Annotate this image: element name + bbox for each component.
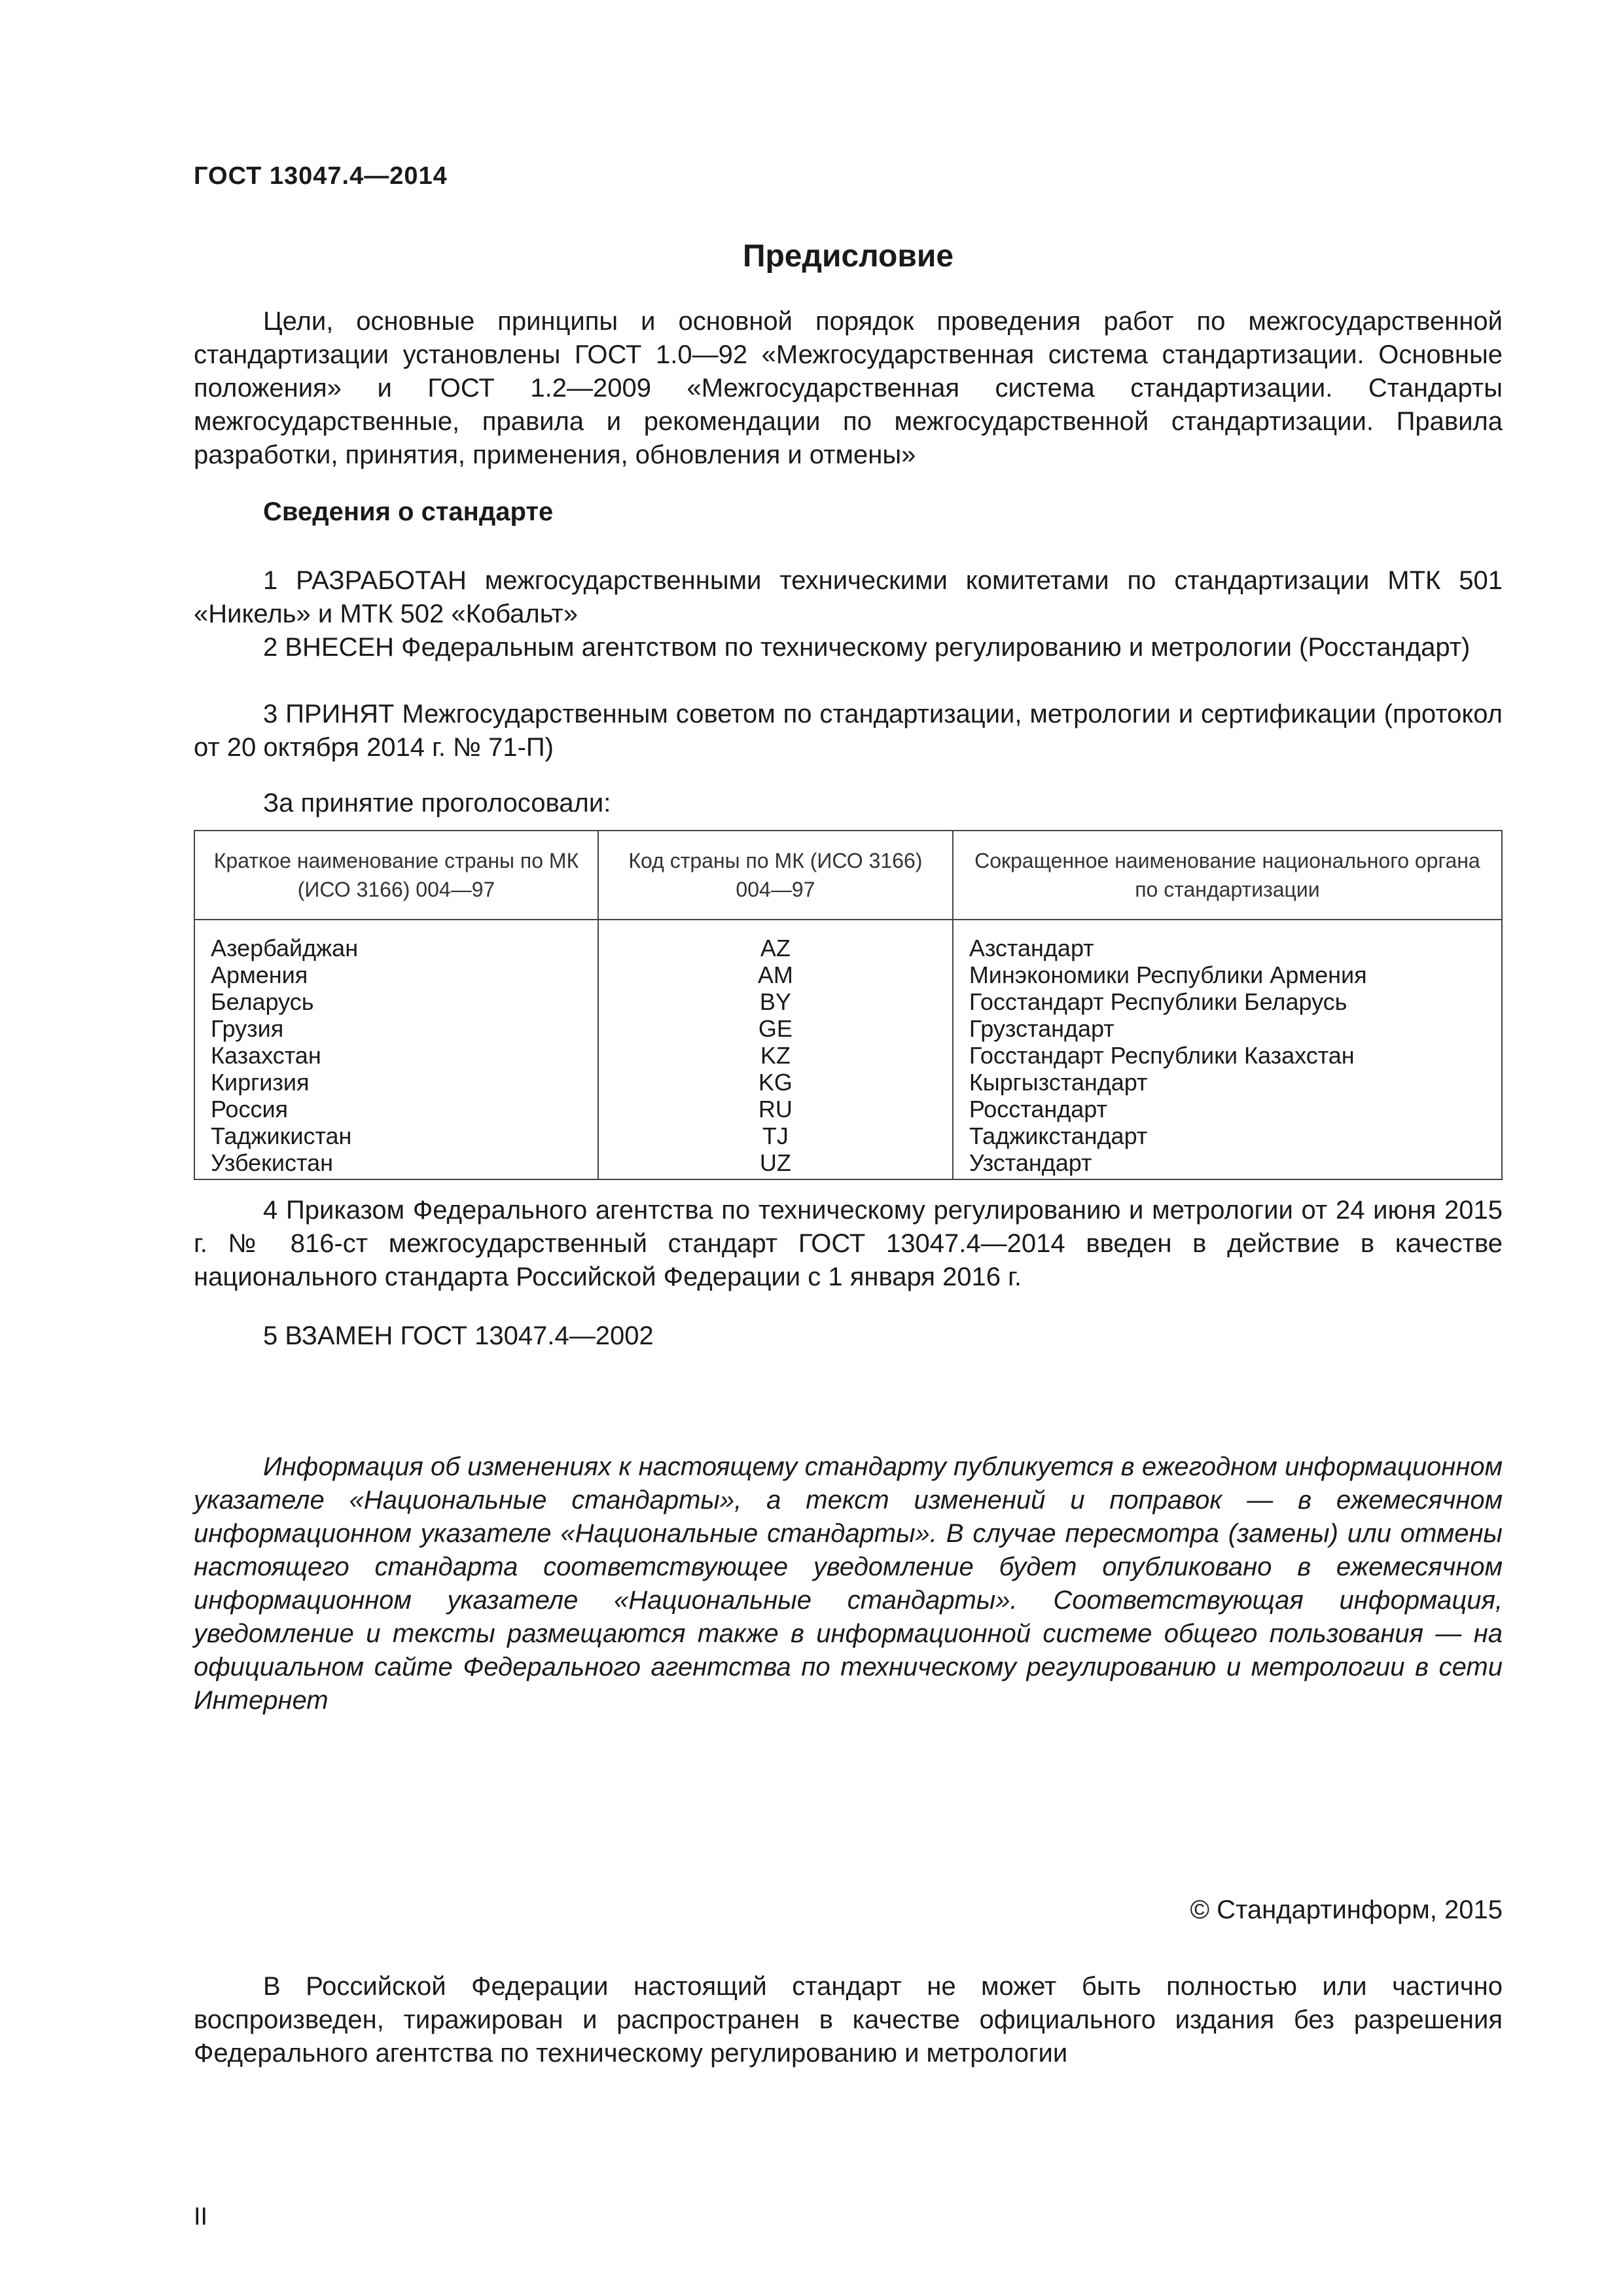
country-code: RU bbox=[598, 1096, 953, 1122]
country-name: Казахстан bbox=[194, 1042, 598, 1069]
country-name: Беларусь bbox=[194, 988, 598, 1015]
country-name: Грузия bbox=[194, 1015, 598, 1042]
table-row bbox=[194, 961, 1502, 988]
standards-body: Минэкономики Республики Армения bbox=[953, 961, 1502, 988]
document-id-header: ГОСТ 13047.4—2014 bbox=[194, 162, 448, 190]
country-code: GE bbox=[598, 1015, 953, 1042]
table-row bbox=[194, 1149, 1502, 1179]
country-name: Азербайджан bbox=[194, 920, 598, 961]
item-1-developed: 1 РАЗРАБОТАН межгосударственными техническими комитетами по стандартизации МТК 501 «Никель» и МТК 502 «Кобальт» bbox=[194, 566, 1503, 628]
voting-countries-table bbox=[194, 830, 1503, 1180]
country-code: UZ bbox=[598, 1149, 953, 1179]
country-name: Россия bbox=[194, 1096, 598, 1122]
vote-label: За принятие проголосовали: bbox=[263, 789, 611, 817]
table-row bbox=[194, 1069, 1502, 1096]
country-name: Таджикистан bbox=[194, 1122, 598, 1149]
standards-body: Узстандарт bbox=[953, 1149, 1502, 1179]
table-row bbox=[194, 1042, 1502, 1069]
item-3-adopted: 3 ПРИНЯТ Межгосударственным советом по стандартизации, метрологии и сертификации (протокол от 20 октября 2014 г. № 71-П) bbox=[194, 700, 1503, 762]
country-code: BY bbox=[598, 988, 953, 1015]
document-page bbox=[194, 0, 1503, 2296]
table-row bbox=[194, 920, 1502, 961]
reproduction-notice: В Российской Федерации настоящий стандарт не может быть полностью или частично воспроизведен, тиражирован и распространен в качестве официального издания без разрешения Федерального агентства по техническому регулированию и метрологии bbox=[194, 1972, 1503, 2068]
header-standards-body: Сокращенное наименование национального органа по стандартизации bbox=[953, 831, 1502, 920]
table-row bbox=[194, 1015, 1502, 1042]
country-name: Узбекистан bbox=[194, 1149, 598, 1179]
table-row bbox=[194, 1122, 1502, 1149]
preface-intro-paragraph: Цели, основные принципы и основной порядок проведения работ по межгосударственной стандартизации установлены ГОСТ 1.0—92 «Межгосударственная система стандартизации. Основные положения» и ГОСТ 1.2—2009 «Межгосударственная система стандартизации. Стандарты межгосударственные, правила и рекомендации по межгосударственной стандартизации. Правила разработки, принятия, применения, обновления и отмены» bbox=[194, 307, 1503, 469]
standards-body: Госстандарт Республики Беларусь bbox=[953, 988, 1502, 1015]
standards-body: Госстандарт Республики Казахстан bbox=[953, 1042, 1502, 1069]
table-header-row bbox=[194, 831, 1502, 920]
country-code: KZ bbox=[598, 1042, 953, 1069]
changes-info-paragraph: Информация об изменениях к настоящему стандарту публикуется в ежегодном информационном указателе «Национальные стандарты», а текст изменений и поправок — в ежемесячном информационном указателе «Национальные стандарты». В случае пересмотра (замены) или отмены настоящего стандарта соответствующее уведомление будет опубликовано в ежемесячном информационном указателе «Национальные стандарты». Соответствующая информация, уведомление и тексты размещаются также в информационной системе общего пользования — на официальном сайте Федерального агентства по техническому регулированию и метрологии в сети Интернет bbox=[194, 1452, 1503, 1715]
table-row bbox=[194, 988, 1502, 1015]
standards-body: Кыргызстандарт bbox=[953, 1069, 1502, 1096]
country-name: Киргизия bbox=[194, 1069, 598, 1096]
table-row bbox=[194, 1096, 1502, 1122]
country-code: TJ bbox=[598, 1122, 953, 1149]
standards-body: Грузстандарт bbox=[953, 1015, 1502, 1042]
preface-title: Предисловие bbox=[742, 239, 954, 274]
standard-info-heading: Сведения о стандарте bbox=[263, 497, 554, 526]
standards-body: Азстандарт bbox=[953, 920, 1502, 961]
country-code: AM bbox=[598, 961, 953, 988]
country-name: Армения bbox=[194, 961, 598, 988]
standards-body: Таджикстандарт bbox=[953, 1122, 1502, 1149]
country-code: AZ bbox=[598, 920, 953, 961]
header-country-name: Краткое наименование страны по МК (ИСО 3166) 004—97 bbox=[194, 831, 598, 920]
item-5-replaces: 5 ВЗАМЕН ГОСТ 13047.4—2002 bbox=[263, 1321, 654, 1350]
header-country-code: Код страны по МК (ИСО 3166) 004—97 bbox=[598, 831, 953, 920]
item-4-order: 4 Приказом Федерального агентства по техническому регулированию и метрологии от 24 июня 2015 г. № 816-ст межгосударственный стандарт ГОСТ 13047.4—2014 введен в действие в качестве национального стандарта Российской Федерации с 1 января 2016 г. bbox=[194, 1196, 1503, 1291]
copyright-notice: © Стандартинформ, 2015 bbox=[1190, 1895, 1503, 1924]
country-code: KG bbox=[598, 1069, 953, 1096]
page-number: II bbox=[194, 2203, 208, 2231]
item-2-introduced: 2 ВНЕСЕН Федеральным агентством по техническому регулированию и метрологии (Росстандарт) bbox=[263, 633, 1471, 662]
standards-body: Росстандарт bbox=[953, 1096, 1502, 1122]
